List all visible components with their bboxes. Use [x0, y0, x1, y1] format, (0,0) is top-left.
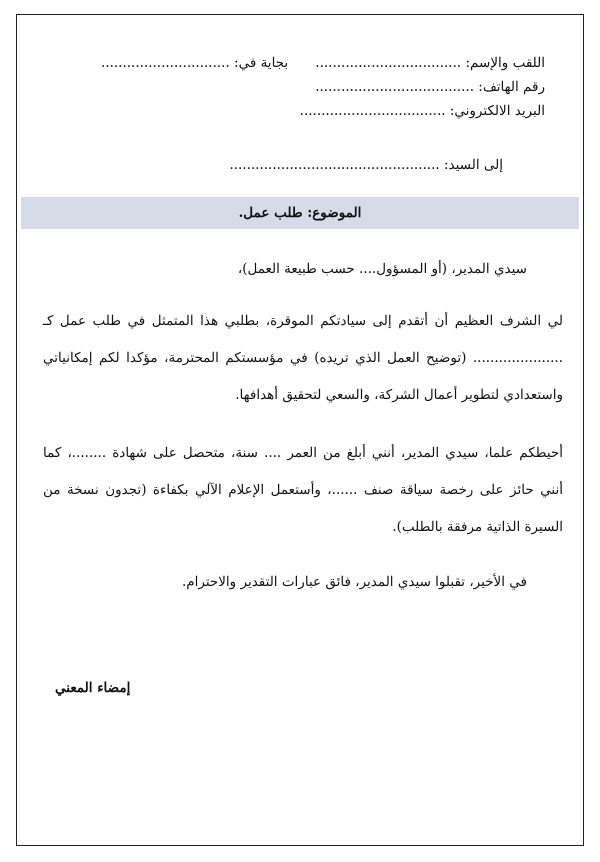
email-label: البريد الالكتروني: .................................. [299, 103, 545, 119]
signature-label: إمضاء المعني [55, 680, 131, 696]
salutation: سيدي المدير، (أو المسؤول.... حسب طبيعة العمل)، [237, 261, 527, 277]
paragraph-1 [43, 303, 563, 414]
recipient-line: إلى السيد: ................................................. [229, 157, 503, 173]
paragraph-2-text: أحيطكم علما، سيدي المدير، أنني أبلغ من العمر .... سنة، متحصل على شهادة ........، كما أنني حائز على رخصة سياقة صنف ......، وأستعمل الإعلام الآلي بكفاءة (تجدون نسخة من السيرة الذاتية مرفقة بالطلب). [43, 445, 563, 535]
letter-page [16, 14, 584, 846]
subject-bar [21, 197, 579, 229]
paragraph-2 [43, 435, 563, 546]
paragraph-1-text: لي الشرف العظيم أن أتقدم إلى سيادتكم الموقرة، بطلبي هذا المتمثل في طلب عمل كـ ..................... (توضيح العمل الذي تريده) في مؤسستكم المحترمة، مؤكدا لكم إمكانياتي واستعدادي لتطوير أعمال الشركة، والسعي لتحقيق أهدافها. [43, 313, 563, 403]
closing-line: في الأخير، تقبلوا سيدي المدير، فائق عبارات التقدير والاحترام. [181, 574, 527, 590]
subject-title: الموضوع: طلب عمل. [238, 205, 362, 221]
place-date: بجاية في: .............................. [101, 55, 289, 71]
phone-label: رقم الهاتف: ..................................... [315, 79, 545, 95]
name-label: اللقب والإسم: .................................. [315, 55, 545, 71]
